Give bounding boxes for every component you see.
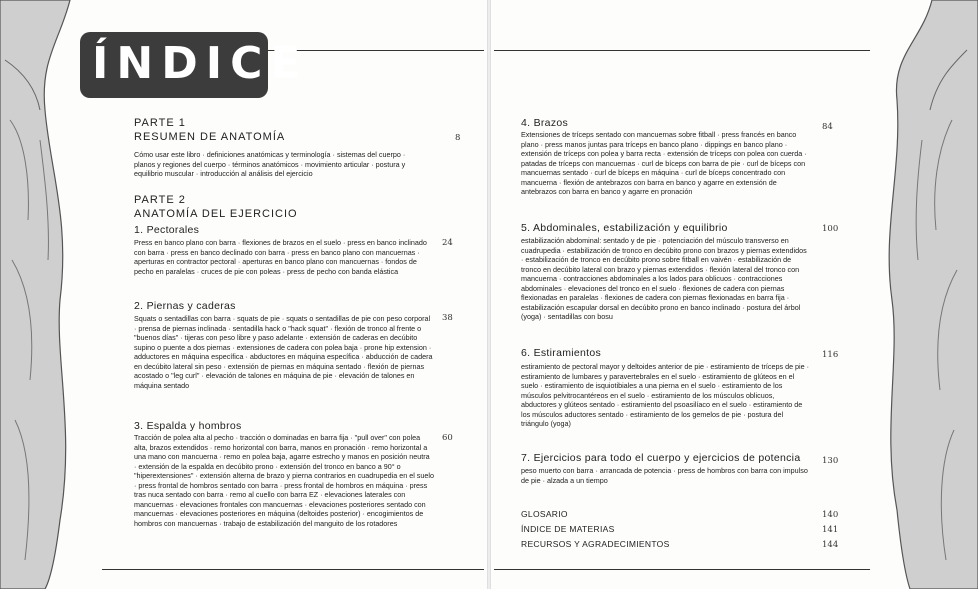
section-7-title: 7. Ejercicios para todo el cuerpo y ejercicios de potencia [521, 452, 801, 464]
part1-label: PARTE 1 [134, 117, 186, 129]
part2-heading: ANATOMÍA DEL EJERCICIO [134, 208, 298, 220]
book-spine [487, 0, 491, 589]
anatomy-figure-right [862, 0, 978, 589]
part2-label: PARTE 2 [134, 194, 186, 206]
section-1-title: 1. Pectorales [134, 224, 200, 236]
index-materias-item: ÍNDICE DE MATERIAS [521, 524, 615, 534]
section-5-title: 5. Abdominales, estabilización y equilibrio [521, 222, 728, 234]
part1-heading: RESUMEN DE ANATOMÍA [134, 131, 286, 143]
part1-page: 8 [455, 133, 461, 143]
index-materias-page: 141 [822, 525, 839, 535]
section-4-page: 84 [822, 122, 833, 132]
section-3-title: 3. Espalda y hombros [134, 420, 242, 432]
section-2-title: 2. Piernas y caderas [134, 300, 236, 312]
section-5-page: 100 [822, 224, 839, 234]
section-1-page: 24 [442, 238, 453, 248]
section-6-page: 116 [822, 350, 839, 360]
section-2-page: 38 [442, 313, 453, 323]
index-title: ÍNDICE [92, 38, 309, 89]
section-3-page: 60 [442, 433, 453, 443]
part1-text: Cómo usar este libro · definiciones anatómicas y terminología · sistemas del cuerpo · planos y regiones del cuerpo · términos anatómicos · movimiento articular · postura y equilibrio muscular · introducción al análisis del ejercicio [134, 150, 406, 178]
section-3-text: Tracción de polea alta al pecho · tracción o dominadas en barra fija · "pull over" con polea alta, brazos extendidos · remo horizontal con barra, manos en pronación · remo horizontal a una mano con mancuerna · remo en polea baja, agarre estrecho y manos en posición neutra · extensión de la espalda en decúbito prono · extensión del tronco en banco a 90° o "hiperextensiones" · extensión alterna de brazo y pierna contrarios en cuadrupedia en el suelo · press frontal de hombros sentado con barra · press frontal de hombros en máquina · press tras nuca sentado con barra · remo al cuello con barra EZ · elevaciones laterales con mancuernas · elevaciones frontales con mancuernas · elevaciones posteriores sentado con mancuernas · elevaciones posteriores en máquina (deltoides posterior) · encogimientos de hombros con mancuernas · trabajo de estabilización del manguito de los rotadores [134, 433, 434, 528]
index-title-tab [80, 32, 309, 98]
section-6-text: estiramiento de pectoral mayor y deltoides anterior de pie · estiramiento de tríceps de pie · estiramiento de lumbares y paravertebrales en el suelo · estiramiento de glúteos en el suelo · estiramiento de isquiotibiales a una pierna en el suelo · estiramiento de los músculos pelvitrocantéreos en el suelo · estiramiento de los músculos oblicuos, abductores y glúteos sentado · estiramiento del psoasilíaco en el suelo · estiramiento de los músculos aductores sentado · estiramiento de los gemelos de pie · postura del triángulo (yoga) [521, 362, 810, 428]
section-4-text: Extensiones de tríceps sentado con mancuernas sobre fitball · press francés en banco plano · press manos juntas para tríceps en banco plano · dippings en banco plano · extensión de tríceps con polea y barra recta · extensión de tríceps con polea con cuerda · patadas de tríceps con mancuernas · curl de bíceps con barra de pie · curl de bíceps con mancuernas sentado · curl de bíceps en máquina · curl de bíceps concentrado con mancuerna · flexión de antebrazos con barra en banco y agarre en extensión de antebrazos con barra en banco y agarre en pronación [521, 130, 807, 196]
glossary-item: GLOSARIO [521, 509, 568, 519]
recursos-item: RECURSOS Y AGRADECIMIENTOS [521, 539, 670, 549]
glossary-page: 140 [822, 510, 839, 520]
section-5-text: estabilización abdominal: sentado y de pie · potenciación del músculo transverso en cuadrupedia · estabilización de tronco en decúbito prono con brazos y piernas extendidos · estabilización de tronco en decúbito prono sobre fitball en vaivén · estabilización de tronco en decúbito lateral con brazo y piernas extendidos · flexión lateral del tronco con mancuerna · contracciones abdominales a los lados para oblicuos · contracciones abdominales · elevaciones del tronco en el suelo · flexiones de cadera con piernas flexionadas en paralelas · flexiones de cadera con piernas flexionadas en barra fija · estabilización escapular dorsal en decúbito prono en banco inclinado · postura del árbol (yoga) · sentadillas con bosu [521, 236, 807, 321]
section-1-text: Press en banco plano con barra · flexiones de brazos en el suelo · press en banco inclinado con barra · press en banco declinado con barra · press en banco plano con mancuernas · aperturas en contractor pectoral · aperturas en banco plano con mancuernas · fondos de pecho en paralelas · cruces de pie con poleas · press de pecho con banda elástica [134, 238, 427, 276]
section-6-title: 6. Estiramientos [521, 347, 602, 359]
section-7-text: peso muerto con barra · arrancada de potencia · press de hombros con barra con impulso de pie · alzada a un tiempo [521, 466, 808, 485]
section-2-text: Squats o sentadillas con barra · squats de pie · squats o sentadillas de pie con peso corporal · prensa de piernas inclinada · sentadilla hack o "hack squat" · flexión de tronco al frente o "buenos días" · tijeras con peso libre y paso adelante · extensión de caderas en decúbito supino o puente a dos piernas · extensiones de cadera con polea baja · prone hip extension · adductores en máquina específica · abductores en máquina específica · abducción de cadera en decúbito lateral sin peso · extensión de piernas en máquina sentado · flexión de piernas acostado o "leg curl" · elevación de talones en máquina de pie · elevación de talones en máquina sentado [134, 314, 433, 390]
section-4-title: 4. Brazos [521, 117, 569, 129]
section-7-page: 130 [822, 456, 839, 466]
recursos-page: 144 [822, 540, 839, 550]
